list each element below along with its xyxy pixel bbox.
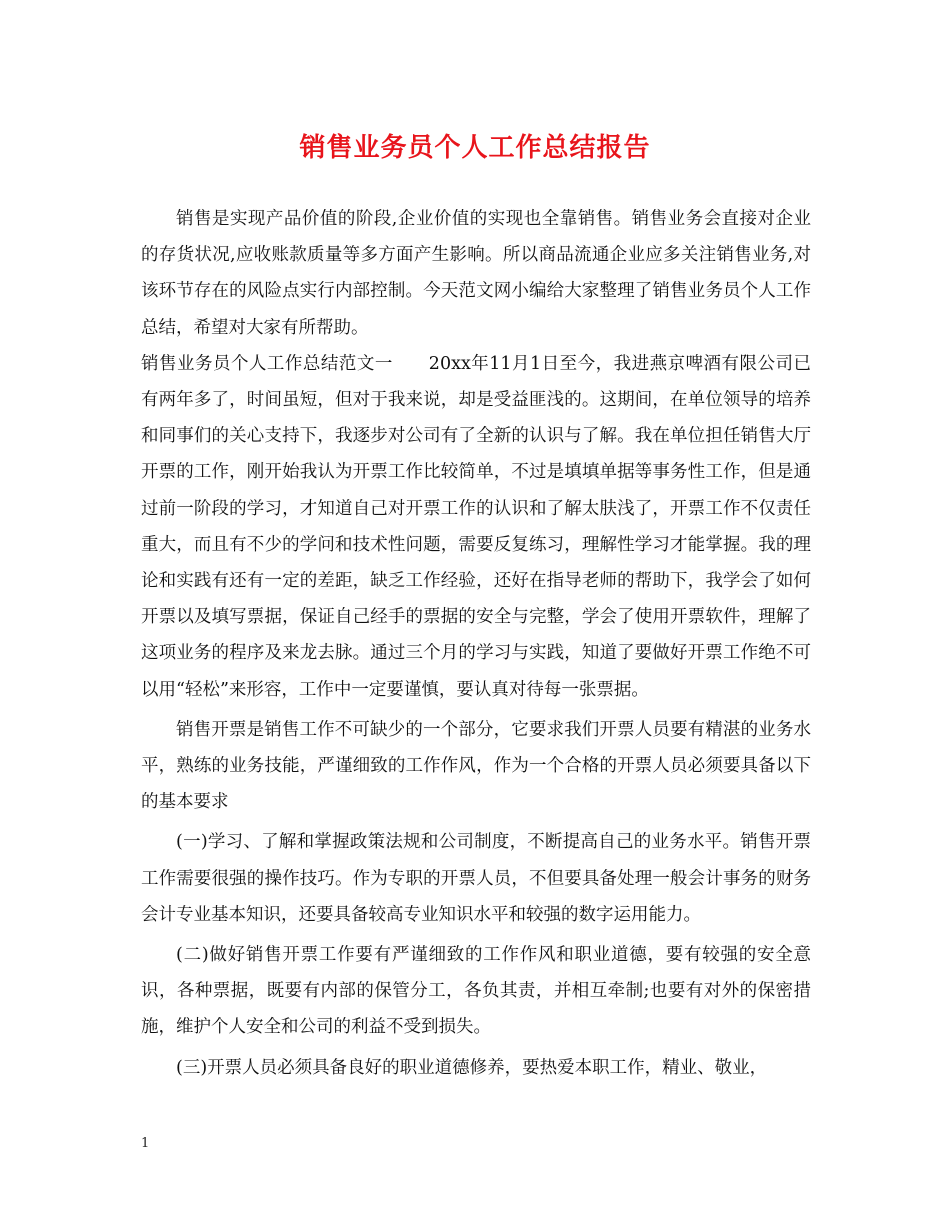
paragraph-sample-one: 销售业务员个人工作总结范文一 20xx年11月1日至今，我进燕京啤酒有限公司已有两年多了，时间虽短，但对于我来说，却是受益匪浅的。这期间，在单位领导的培养和同事们的关心支持下，我逐步对公司有了全新的认识与了解。我在单位担任销售大厅开票的工作，刚开始我认为开票工作比较简单，不过是填填单据等事务性工作，但是通过前一阶段的学习，才知道自己对开票工作的认识和了解太肤浅了，开票工作不仅责任重大，而且有不少的学问和技术性问题，需要反复练习，理解性学习才能掌握。我的理论和实践有还有一定的差距，缺乏工作经验，还好在指导老师的帮助下，我学会了如何开票以及填写票据，保证自己经手的票据的安全与完整，学会了使用开票软件，理解了这项业务的程序及来龙去脉。通过三个月的学习与实践，知道了要做好开票工作绝不可以用“轻松”来形容，工作中一定要谨慎，要认真对待每一张票据。 xyxy=(141,353,811,700)
paragraph-item-two: (二)做好销售开票工作要有严谨细致的工作作风和职业道德，要有较强的安全意识，各种票据，既要有内部的保管分工，各负其责，并相互牵制;也要有对外的保密措施，维护个人安全和公司的利益不受到损失。 xyxy=(141,945,811,1038)
document-body xyxy=(141,201,811,1086)
page-number: 1 xyxy=(141,1136,150,1151)
document-title: 销售业务员个人工作总结报告 xyxy=(299,133,651,163)
paragraph-requirements: 销售开票是销售工作不可缺少的一个部分，它要求我们开票人员要有精湛的业务水平，熟练的业务技能，严谨细致的工作作风，作为一个合格的开票人员必须要具备以下的基本要求 xyxy=(141,719,811,813)
paragraph-intro: 销售是实现产品价值的阶段,企业价值的实现也全靠销售。销售业务会直接对企业的存货状况,应收账款质量等多方面产生影响。所以商品流通企业应多关注销售业务,对该环节存在的风险点实行内部控制。今天范文网小编给大家整理了销售业务员个人工作总结，希望对大家有所帮助。 xyxy=(141,209,811,338)
paragraph-item-three: (三)开票人员必须具备良好的职业道德修养，要热爱本职工作，精业、敬业， xyxy=(176,1057,768,1078)
paragraph-item-one: (一)学习、了解和掌握政策法规和公司制度，不断提高自己的业务水平。销售开票工作需要很强的操作技巧。作为专职的开票人员，不但要具备处理一般会计事务的财务会计专业基本知识，还要具备较高专业知识水平和较强的数字运用能力。 xyxy=(141,832,811,925)
